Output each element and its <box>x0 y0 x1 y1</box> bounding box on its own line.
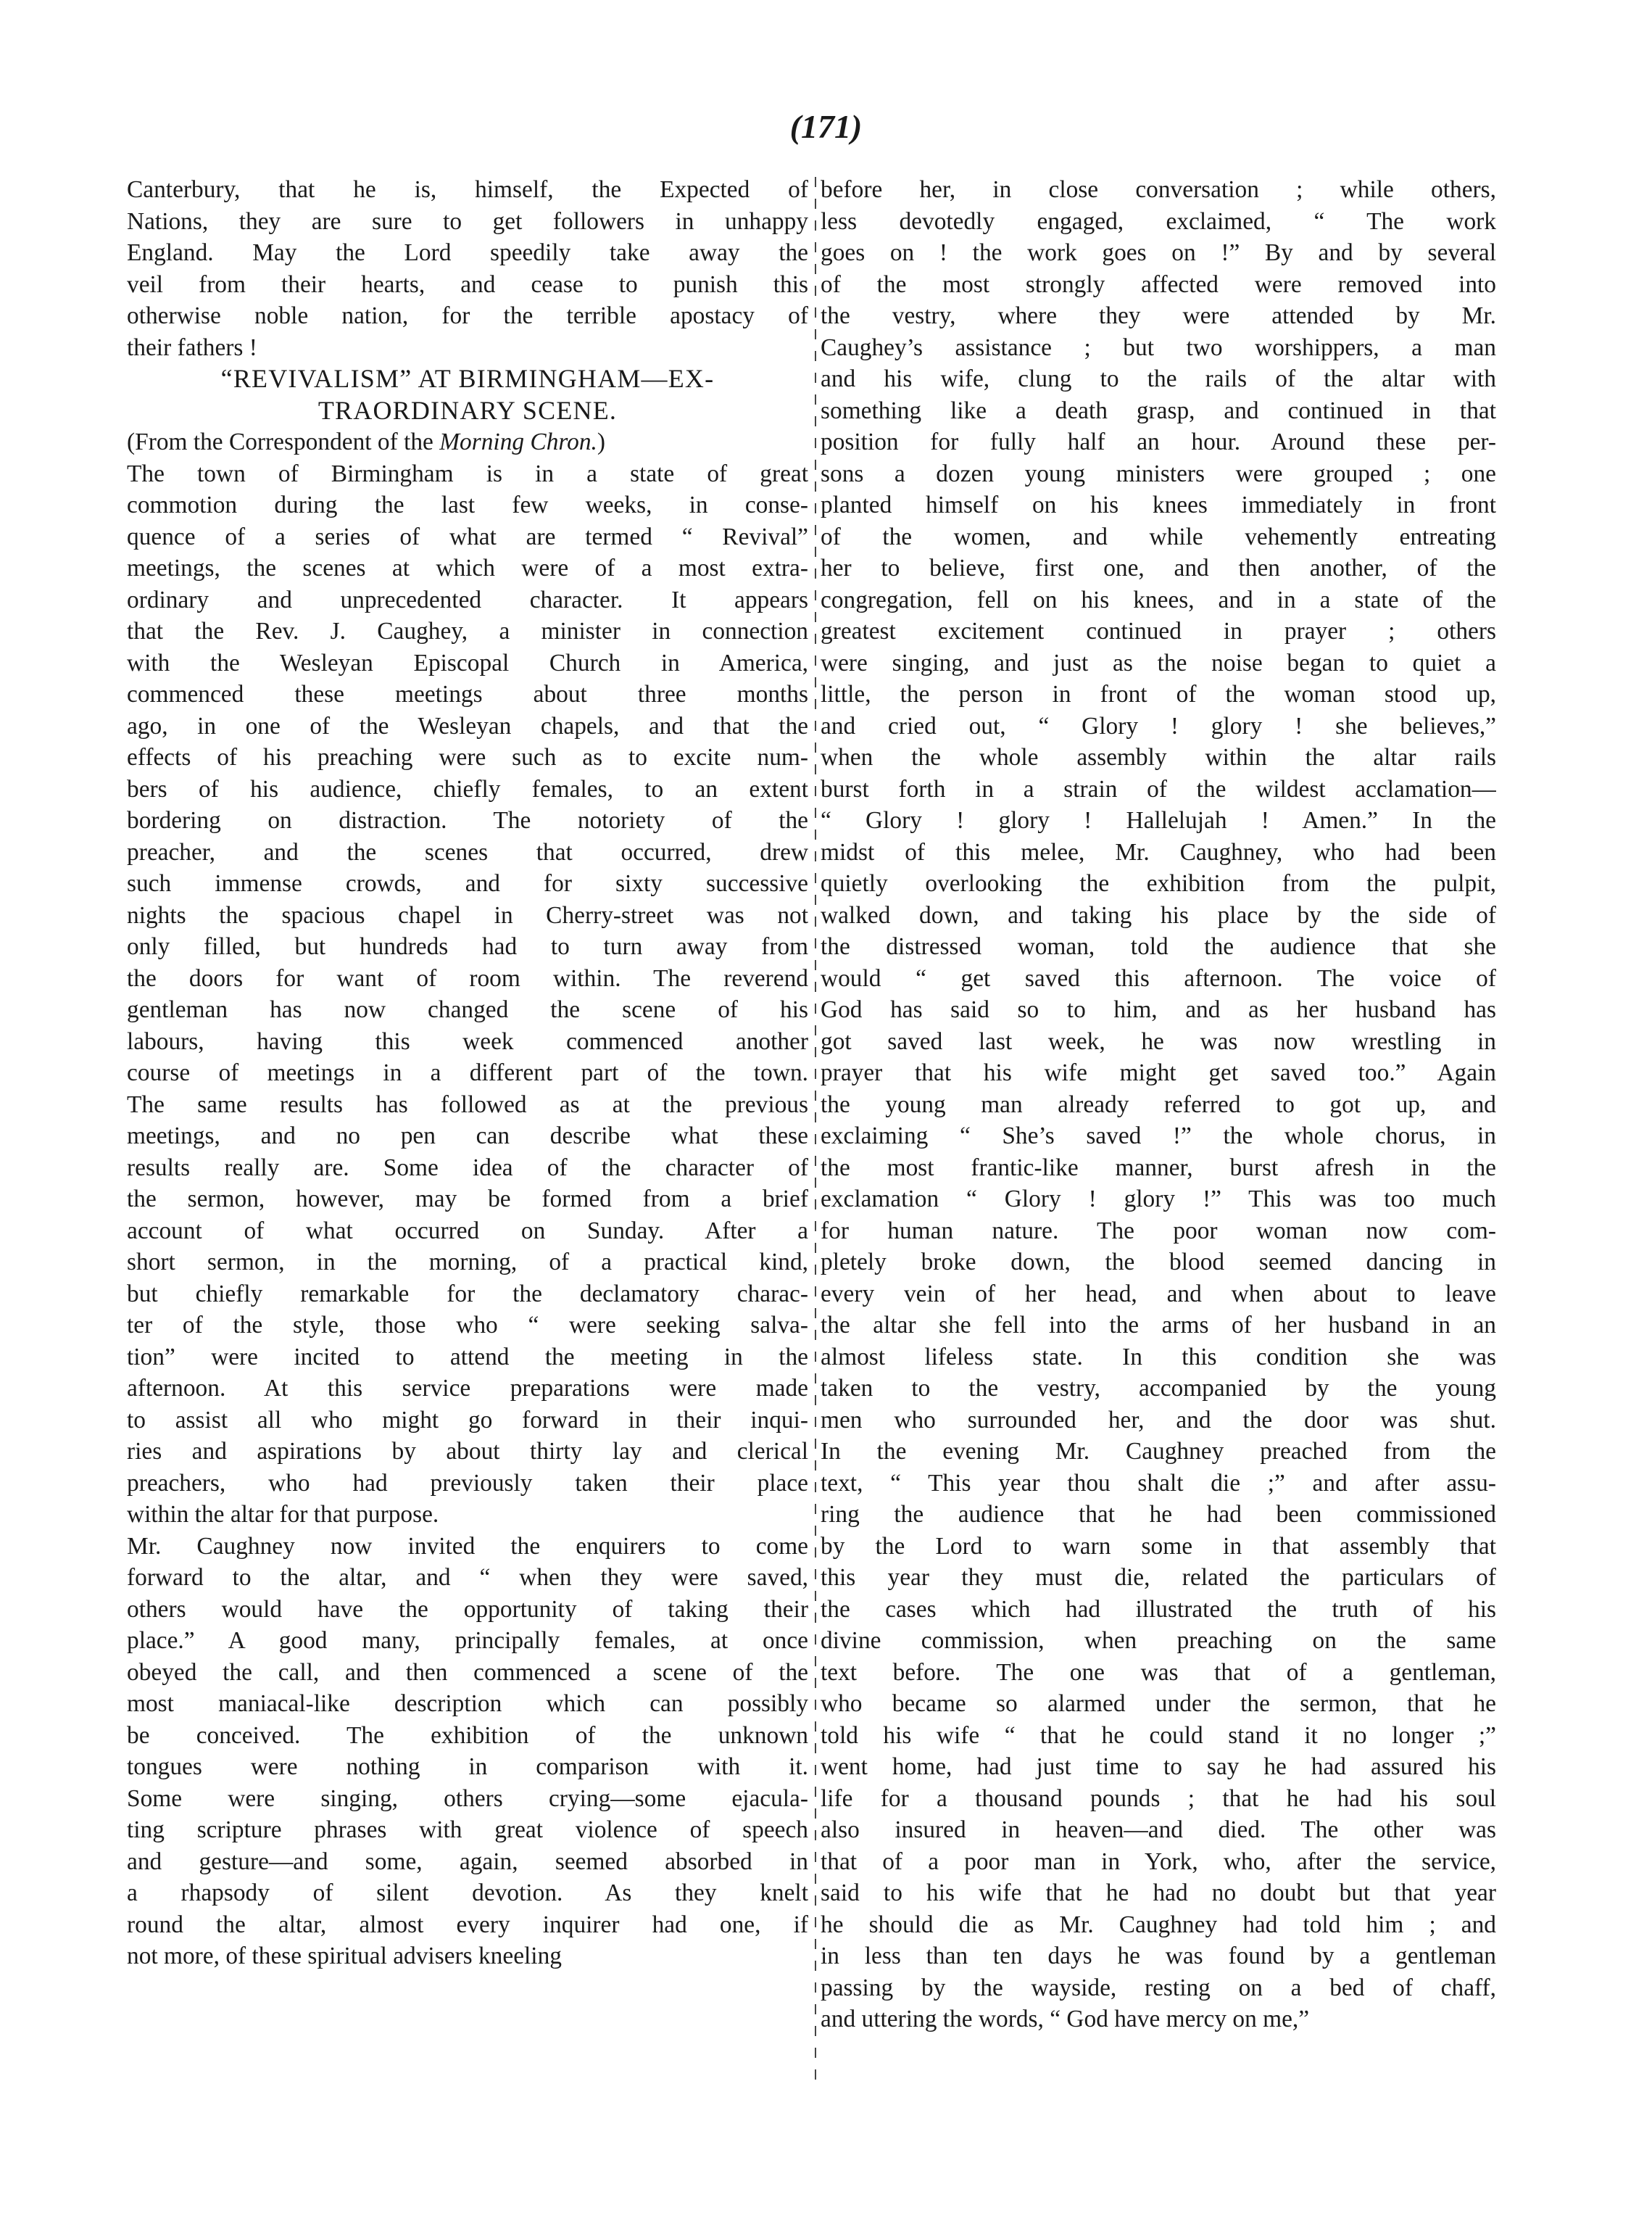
text-line: burst forth in a strain of the wildest acclamation— <box>821 775 1496 803</box>
text-line: ring the audience that he had been commissioned <box>821 1501 1496 1528</box>
page-number: (171) <box>789 108 863 145</box>
text-line: position for fully half an hour. Around these per- <box>821 429 1496 455</box>
text-line: commotion during the last few weeks, in conse- <box>127 492 808 518</box>
text-line: less devotedly engaged, exclaimed, “ The work <box>821 207 1496 235</box>
text-line: goes on ! the work goes on !” By and by several <box>821 239 1496 266</box>
text-line: planted himself on his knees immediately in front <box>821 492 1496 518</box>
source-suffix: ) <box>597 429 606 455</box>
text-line: otherwise noble nation, for the terrible apostacy of <box>127 302 808 329</box>
text-line: midst of this melee, Mr. Caughney, who had been <box>821 838 1496 866</box>
text-line: pletely broke down, the blood seemed dancing in <box>821 1249 1496 1275</box>
text-line: such immense crowds, and for sixty successive <box>127 870 808 897</box>
text-line: text, “ This year thou shalt die ;” and after assu- <box>821 1469 1496 1497</box>
article-body-right <box>821 174 1496 2035</box>
text-line: only filled, but hundreds had to turn away from <box>127 933 808 960</box>
text-line: short sermon, in the morning, of a practical kind, <box>127 1249 808 1275</box>
text-line: exclaiming “ She’s saved !” the whole chorus, in <box>821 1122 1496 1149</box>
text-line: the cases which had illustrated the truth of his <box>821 1595 1496 1623</box>
text-line: be conceived. The exhibition of the unknown <box>127 1721 808 1749</box>
text-line: gentleman has now changed the scene of his <box>127 996 808 1023</box>
text-line: place.” A good many, principally females, at once <box>127 1627 808 1654</box>
text-line: forward to the altar, and “ when they were saved, <box>127 1564 808 1591</box>
column-divider <box>815 177 816 2090</box>
text-line: went home, had just time to say he had assured his <box>821 1753 1496 1780</box>
text-line: account of what occurred on Sunday. After a <box>127 1217 808 1244</box>
text-line: their fathers ! <box>127 334 257 361</box>
text-line: when the whole assembly within the altar rails <box>821 744 1496 771</box>
text-line: bers of his audience, chiefly females, to an extent <box>127 775 808 803</box>
text-line: greatest excitement continued in prayer ; others <box>821 618 1496 645</box>
text-line: obeyed the call, and then commenced a scene of the <box>127 1658 808 1686</box>
text-line: meetings, the scenes at which were of a most extra- <box>127 555 808 582</box>
text-line: her to believe, first one, and then another, of the <box>821 555 1496 582</box>
text-line: life for a thousand pounds ; that he had his soul <box>821 1784 1496 1812</box>
text-line: sons a dozen young ministers were grouped ; one <box>821 460 1496 487</box>
text-line: the vestry, where they were attended by Mr. <box>821 302 1496 329</box>
text-line: ting scripture phrases with great violence of speech <box>127 1816 808 1843</box>
text-line: exclamation “ Glory ! glory !” This was too much <box>821 1186 1496 1212</box>
text-line: ago, in one of the Wesleyan chapels, and that the <box>127 712 808 740</box>
text-line: preacher, and the scenes that occurred, drew <box>127 838 808 866</box>
text-line: something like a death grasp, and continued in that <box>821 397 1496 424</box>
text-line: labours, having this week commenced another <box>127 1027 808 1055</box>
text-line: for human nature. The poor woman now com- <box>821 1217 1496 1244</box>
text-line: Caughey’s assistance ; but two worshippers, a man <box>821 334 1496 361</box>
source-publication: Morning Chron. <box>439 429 597 455</box>
text-line: text before. The one was that of a gentleman, <box>821 1658 1496 1686</box>
text-line: were singing, and just as the noise began to quiet a <box>821 649 1496 677</box>
text-line: by the Lord to warn some in that assembly that <box>821 1532 1496 1560</box>
text-line: of the most strongly affected were removed into <box>821 270 1496 298</box>
text-line: also insured in heaven—and died. The other was <box>821 1816 1496 1843</box>
text-line: bordering on distraction. The notoriety of the <box>127 807 808 834</box>
text-line: meetings, and no pen can describe what these <box>127 1122 808 1149</box>
text-line: the young man already referred to got up, and <box>821 1091 1496 1118</box>
text-line: The same results has followed as at the previous <box>127 1091 808 1118</box>
source-prefix: From the Correspondent of the <box>135 429 440 455</box>
text-line: Mr. Caughney now invited the enquirers to come <box>127 1532 808 1560</box>
text-line: Some were singing, others crying—some ejacula- <box>127 1784 808 1812</box>
text-line: most maniacal-like description which can possibly <box>127 1690 808 1717</box>
text-line: “ Glory ! glory ! Hallelujah ! Amen.” In the <box>821 807 1496 834</box>
text-line: England. May the Lord speedily take away the <box>127 239 808 266</box>
text-line: a rhapsody of silent devotion. As they knelt <box>127 1879 808 1906</box>
text-line: almost lifeless state. In this condition she was <box>821 1343 1496 1370</box>
text-line: said to his wife that he had no doubt but that year <box>821 1879 1496 1906</box>
text-line: and gesture—and some, again, seemed absorbed in <box>127 1848 808 1875</box>
text-line: afternoon. At this service preparations were made <box>127 1375 808 1402</box>
text-line: prayer that his wife might get saved too.” Again <box>821 1059 1496 1086</box>
article-source: (From the Correspondent of the Morning Chron.) <box>127 429 606 455</box>
text-line: that of a poor man in York, who, after the service, <box>821 1848 1496 1875</box>
article-body-left <box>127 458 808 1972</box>
text-line: that the Rev. J. Caughey, a minister in connection <box>127 618 808 645</box>
text-line: before her, in close conversation ; while others, <box>821 176 1496 203</box>
text-line: divine commission, when preaching on the same <box>821 1627 1496 1654</box>
text-line: ries and aspirations by about thirty lay and clerical <box>127 1438 808 1465</box>
text-line: tongues were nothing in comparison with it. <box>127 1753 808 1780</box>
text-line: this year they must die, related the particulars of <box>821 1564 1496 1591</box>
text-line: nights the spacious chapel in Cherry-street was not <box>127 901 808 929</box>
text-line: God has said so to him, and as her husband has <box>821 996 1496 1023</box>
text-line: with the Wesleyan Episcopal Church in America, <box>127 649 808 677</box>
text-line: within the altar for that purpose. <box>127 1501 439 1528</box>
text-line: who became so alarmed under the sermon, that he <box>821 1690 1496 1717</box>
text-line: taken to the vestry, accompanied by the young <box>821 1375 1496 1402</box>
text-line: the doors for want of room within. The reverend <box>127 964 808 992</box>
text-line: the sermon, however, may be formed from a brief <box>127 1186 808 1212</box>
text-line: Nations, they are sure to get followers in unhappy <box>127 207 808 235</box>
text-line: round the altar, almost every inquirer had one, if <box>127 1911 808 1938</box>
intro-paragraph <box>127 174 808 363</box>
text-line: told his wife “ that he could stand it no longer ;” <box>821 1721 1496 1749</box>
text-line: effects of his preaching were such as to excite num- <box>127 744 808 771</box>
text-line: congregation, fell on his knees, and in a state of the <box>821 586 1496 613</box>
text-line: course of meetings in a different part of the town. <box>127 1059 808 1086</box>
text-line: not more, of these spiritual advisers kneeling <box>127 1943 562 1969</box>
text-line: he should die as Mr. Caughney had told him ; and <box>821 1911 1496 1938</box>
text-line: ter of the style, those who “ were seeking salva- <box>127 1312 808 1339</box>
text-line: the most frantic-like manner, burst afresh in the <box>821 1154 1496 1181</box>
text-line: quietly overlooking the exhibition from the pulpit, <box>821 870 1496 897</box>
text-line: and his wife, clung to the rails of the altar with <box>821 365 1496 392</box>
text-line: walked down, and taking his place by the side of <box>821 901 1496 929</box>
text-line: ordinary and unprecedented character. It appears <box>127 586 808 613</box>
text-line: tion” were incited to attend the meeting in the <box>127 1343 808 1370</box>
text-line: the distressed woman, told the audience that she <box>821 933 1496 960</box>
text-line: veil from their hearts, and cease to punish this <box>127 270 808 298</box>
text-line: and uttering the words, “ God have mercy on me,” <box>821 2006 1310 2032</box>
text-line: The town of Birmingham is in a state of great <box>127 460 808 487</box>
text-line: the altar she fell into the arms of her husband in an <box>821 1312 1496 1339</box>
text-line: passing by the wayside, resting on a bed of chaff, <box>821 1974 1496 2001</box>
text-line: men who surrounded her, and the door was shut. <box>821 1406 1496 1434</box>
article-title-line-1: “REVIVALISM” AT BIRMINGHAM—EX- <box>220 364 715 393</box>
text-line: results really are. Some idea of the character of <box>127 1154 808 1181</box>
text-line: commenced these meetings about three months <box>127 681 808 708</box>
text-line: in less than ten days he was found by a gentleman <box>821 1943 1496 1969</box>
text-line: In the evening Mr. Caughney preached from the <box>821 1438 1496 1465</box>
text-line: of the women, and while vehemently entreating <box>821 523 1496 550</box>
text-line: but chiefly remarkable for the declamatory charac- <box>127 1280 808 1307</box>
text-line: and cried out, “ Glory ! glory ! she believes,” <box>821 712 1496 740</box>
right-column <box>821 174 1496 2035</box>
text-line: little, the person in front of the woman stood up, <box>821 681 1496 708</box>
text-line: got saved last week, he was now wrestling in <box>821 1027 1496 1055</box>
text-line: would “ get saved this afternoon. The voice of <box>821 964 1496 992</box>
text-line: preachers, who had previously taken their place <box>127 1469 808 1497</box>
article-title-line-2: TRAORDINARY SCENE. <box>317 395 618 425</box>
text-line: Canterbury, that he is, himself, the Expected of <box>127 176 808 203</box>
text-line: others would have the opportunity of taking their <box>127 1595 808 1623</box>
left-column <box>127 174 808 1972</box>
text-line: to assist all who might go forward in their inqui- <box>127 1406 808 1434</box>
text-line: quence of a series of what are termed “ Revival” <box>127 523 808 550</box>
text-line: every vein of her head, and when about to leave <box>821 1280 1496 1307</box>
